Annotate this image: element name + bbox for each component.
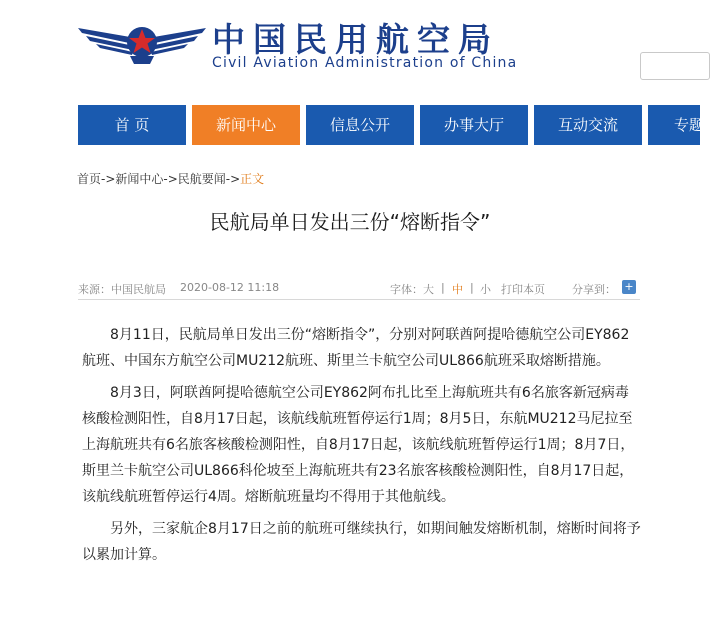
font-size-large-button[interactable]: 大 bbox=[423, 283, 434, 296]
font-size-small-button[interactable]: 小 bbox=[480, 283, 491, 296]
nav-item-interaction[interactable]: 互动交流 bbox=[534, 105, 642, 145]
org-name-cn[interactable]: 中国民用航空局 bbox=[212, 20, 499, 59]
article-paragraph: 另外，三家航企8月17日之前的航班可继续执行，如期间触发熔断机制，熔断时间将予以累加计算。 bbox=[82, 521, 641, 563]
nav-item-news[interactable]: 新闻中心 bbox=[192, 105, 300, 145]
nav-item-disclosure[interactable]: 信息公开 bbox=[306, 105, 414, 145]
article-meta-bar bbox=[78, 274, 640, 300]
font-size-sep-1: | bbox=[441, 281, 445, 294]
main-nav bbox=[0, 100, 705, 148]
nav-item-home[interactable]: 首 页 bbox=[78, 105, 186, 145]
site-header bbox=[0, 0, 700, 100]
font-size-label: 字体： bbox=[390, 283, 423, 296]
article-source: 来源：中国民航局 bbox=[78, 283, 166, 296]
article-body bbox=[82, 322, 642, 574]
page-title: 民航局单日发出三份“熔断指令” bbox=[209, 210, 491, 234]
nav-item-topics[interactable]: 专题 bbox=[648, 105, 700, 145]
font-size-medium-button[interactable]: 中 bbox=[452, 283, 463, 296]
breadcrumb-path[interactable]: 首页->新闻中心->民航要闻-> bbox=[77, 172, 241, 186]
org-name-en: Civil Aviation Administration of China bbox=[212, 55, 518, 71]
breadcrumb-current: 正文 bbox=[240, 172, 265, 186]
print-button[interactable]: 打印本页 bbox=[501, 283, 545, 296]
font-size-sep-2: | bbox=[470, 281, 474, 294]
article-date: 2020-08-12 11:18 bbox=[180, 281, 280, 294]
share-plus-icon[interactable]: + bbox=[622, 280, 636, 294]
search-input[interactable] bbox=[640, 52, 710, 80]
caac-wing-emblem-icon[interactable] bbox=[76, 16, 208, 68]
article-paragraph: 8月11日，民航局单日发出三份“熔断指令”，分别对阿联酋阿提哈德航空公司EY862航班、中国东方航空公司MU212航班、斯里兰卡航空公司UL866航班采取熔断措施。 bbox=[82, 327, 630, 369]
breadcrumb bbox=[77, 170, 264, 187]
article-paragraph: 8月3日，阿联酋阿提哈德航空公司EY862阿布扎比至上海航班共有6名旅客新冠病毒核酸检测阳性，自8月17日起，该航线航班暂停运行1周；8月5日，东航MU212马尼拉至上海航班共有6名旅客核酸检测阳性，自8月17日起，该航线航班暂停运行1周；8月7日，斯里兰卡航空公司UL866科伦坡至上海航班共有23名旅客核酸检测阳性，自8月17日起，该航线航班暂停运行4周。熔断航班量均不得用于其他航线。 bbox=[82, 385, 635, 505]
nav-item-services[interactable]: 办事大厅 bbox=[420, 105, 528, 145]
share-label: 分享到： bbox=[572, 283, 616, 296]
